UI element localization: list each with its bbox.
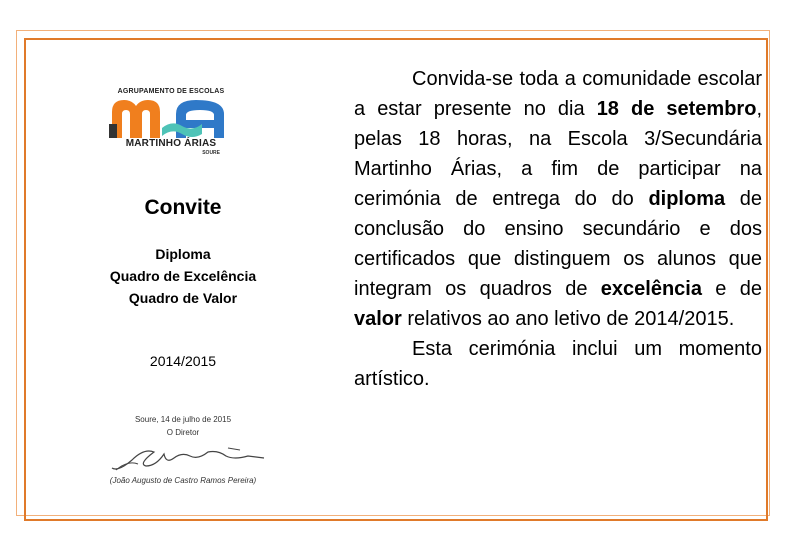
- awards-list: [60, 243, 306, 309]
- place-date: Soure, 14 de julho de 2015: [134, 415, 232, 424]
- award-excellence: Quadro de Excelência: [109, 268, 257, 284]
- p1-text-2: , pelas 18 horas, na Escola 3/Secundária Martinho Árias, a fim de participar na cerimónia de entrega do do: [354, 98, 762, 210]
- event-date: 18 de setembro: [596, 98, 757, 120]
- invitation-paragraph-2: Esta cerimónia inclui um momento artístico.: [354, 338, 762, 390]
- logo-location: SOURE: [202, 150, 220, 156]
- logo-name: MARTINHO ÁRIAS: [125, 138, 217, 149]
- director-name: (João Augusto de Castro Ramos Pereira): [109, 476, 257, 485]
- school-year: 2014/2015: [149, 353, 217, 369]
- p1-text-5: relativos ao ano letivo de 2014/2015.: [401, 308, 735, 330]
- logo-top-text: AGRUPAMENTO DE ESCOLAS: [117, 88, 225, 95]
- award-diploma: Diploma: [155, 246, 211, 262]
- p1-text-1: Convida-se toda a comunidade escolar a estar presente no dia: [354, 68, 762, 120]
- invite-title: Convite: [144, 196, 222, 219]
- invitation-paragraph-1: [354, 64, 762, 334]
- award-value: Quadro de Valor: [128, 290, 238, 306]
- word-value: valor: [354, 308, 402, 330]
- p1-text-4: e de: [701, 278, 763, 300]
- school-logo: [106, 88, 236, 162]
- director-role: O Diretor: [166, 428, 200, 437]
- director-signature: [108, 436, 268, 474]
- p1-text-3: de conclusão do ensino secundário e dos certificados que distinguem os alunos que integram os quadros de: [354, 188, 762, 300]
- word-diploma: diploma: [648, 188, 726, 210]
- word-excellence: excelência: [600, 278, 702, 300]
- invitation-body: [354, 64, 762, 394]
